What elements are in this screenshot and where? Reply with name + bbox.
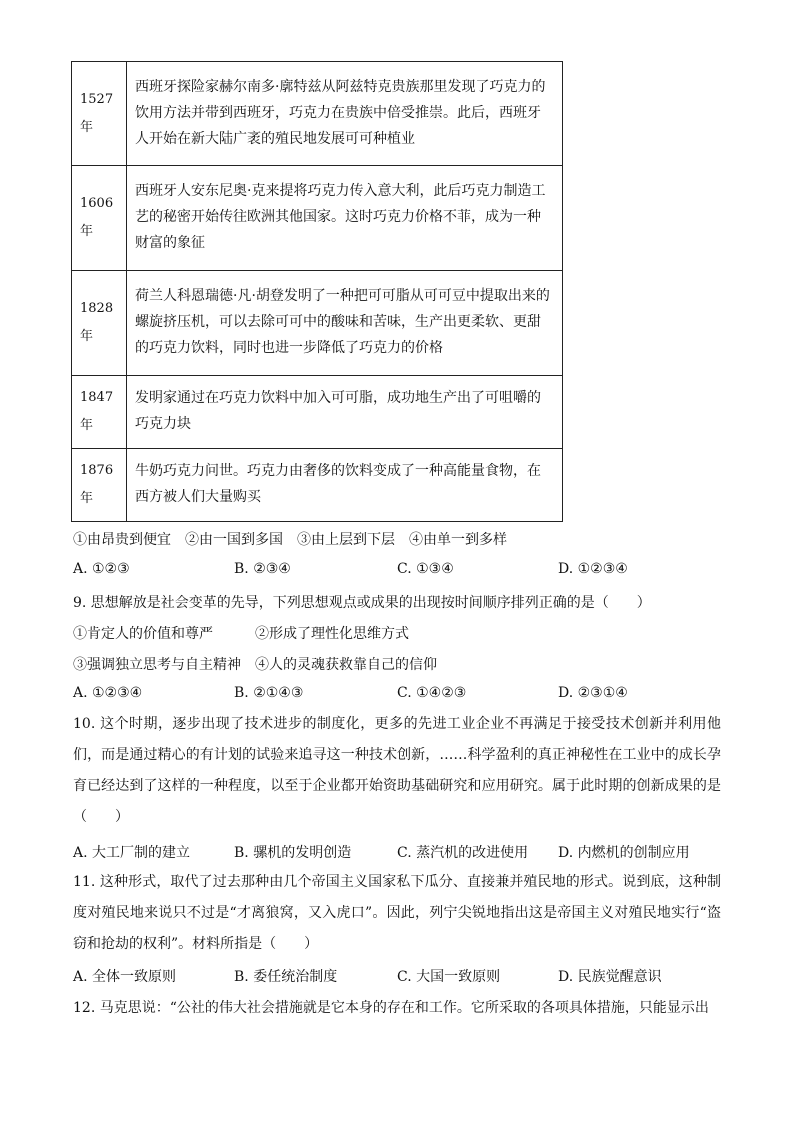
table-row [72,62,563,166]
description-cell: 西班牙人安东尼奥·克来提将巧克力传入意大利，此后巧克力制造工艺的秘密开始传往欧洲其他国家。这时巧克力价格不菲，成为一种财富的象征 [127,166,563,271]
year-value: 1527 [80,91,114,107]
q11-stem: 11. 这种形式，取代了过去那种由几个帝国主义国家私下瓜分、直接兼并殖民地的形式。说到底，这种制度对殖民地来说只不过是“才离狼窝，又入虎口”。因此，列宁尖锐地指出这是帝国主义对殖民地实行“盗窃和抢劫的权利”。材料所指是（ ） [73,874,721,952]
year-unit: 年 [80,491,94,506]
year-cell [72,271,127,376]
year-value: 1828 [80,301,114,316]
q9-statements-line2: ③强调独立思考与自主精神 ④人的灵魂获救靠自己的信仰 [73,657,437,673]
q11-option-a: A. 全体一致原则 [73,969,177,985]
q10-option-d: D. 内燃机的创制应用 [558,845,690,861]
year-cell [72,449,127,522]
description-cell: 牛奶巧克力问世。巧克力由奢侈的饮料变成了一种高能量食物，在西方被人们大量购买 [127,449,563,522]
q8-option-a: A. ①②③ [73,561,130,577]
q8-option-c: C. ①③④ [397,561,454,577]
q9-option-d: D. ②③①④ [558,685,628,701]
year-cell [72,62,127,166]
table-row [72,271,563,376]
q8-statements: ①由昂贵到便宜 ②由一国到多国 ③由上层到下层 ④由单一到多样 [73,532,507,548]
q9-option-a: A. ①②③④ [73,685,143,701]
year-unit: 年 [80,224,94,239]
q12-stem: 12. 马克思说：“公社的伟大社会措施就是它本身的存在和工作。它所采取的各项具体措施，只能显示出 [73,1000,709,1016]
q10-option-b: B. 骡机的发明创造 [234,845,352,861]
q9-option-b: B. ②①④③ [234,685,304,701]
q8-option-b: B. ②③④ [234,561,291,577]
q10-stem: 10. 这个时期，逐步出现了技术进步的制度化，更多的先进工业企业不再满足于接受技术创新并利用他们，而是通过精心的有计划的试验来追寻这一种技术创新，……科学盈利的真正神秘性在工业中的成长孕育已经达到了这样的一种程度，以至于企业都开始资助基础研究和应用研究。属于此时期的创新成果的是（ ） [73,716,721,825]
q10-option-c: C. 蒸汽机的改进使用 [397,845,529,861]
year-unit: 年 [80,119,94,135]
q9-option-c: C. ①④②③ [397,685,467,701]
q11-option-c: C. 大国一致原则 [397,969,501,985]
q11-option-b: B. 委任统治制度 [234,969,338,985]
description-cell: 荷兰人科恩瑞德·凡·胡登发明了一种把可可脂从可可豆中提取出来的螺旋挤压机，可以去除可可中的酸味和苦味，生产出更柔软、更甜的巧克力饮料，同时也进一步降低了巧克力的价格 [127,271,563,376]
q10-option-a: A. 大工厂制的建立 [73,845,191,861]
year-value: 1847 [80,390,114,405]
year-unit: 年 [80,329,94,344]
description-cell: 发明家通过在巧克力饮料中加入可可脂，成功地生产出了可咀嚼的巧克力块 [127,376,563,449]
year-unit: 年 [80,418,94,433]
year-value: 1606 [80,196,114,211]
year-cell [72,376,127,449]
q8-option-d: D. ①②③④ [558,561,628,577]
description-cell: 西班牙探险家赫尔南多·廓特兹从阿兹特克贵族那里发现了巧克力的饮用方法并带到西班牙，巧克力在贵族中倍受推崇。此后，西班牙人开始在新大陆广袤的殖民地发展可可种植业 [127,62,563,166]
q9-statements-line1: ①肯定人的价值和尊严 ②形成了理性化思维方式 [73,626,409,642]
year-value: 1876 [80,463,114,478]
table-row [72,166,563,271]
table-row [72,449,563,522]
year-cell [72,166,127,271]
q9-stem: 9. 思想解放是社会变革的先导，下列思想观点或成果的出现按时间顺序排列正确的是（ ） [73,595,651,611]
table-row [72,376,563,449]
chocolate-history-table [71,61,563,522]
q11-option-d: D. 民族觉醒意识 [558,969,662,985]
